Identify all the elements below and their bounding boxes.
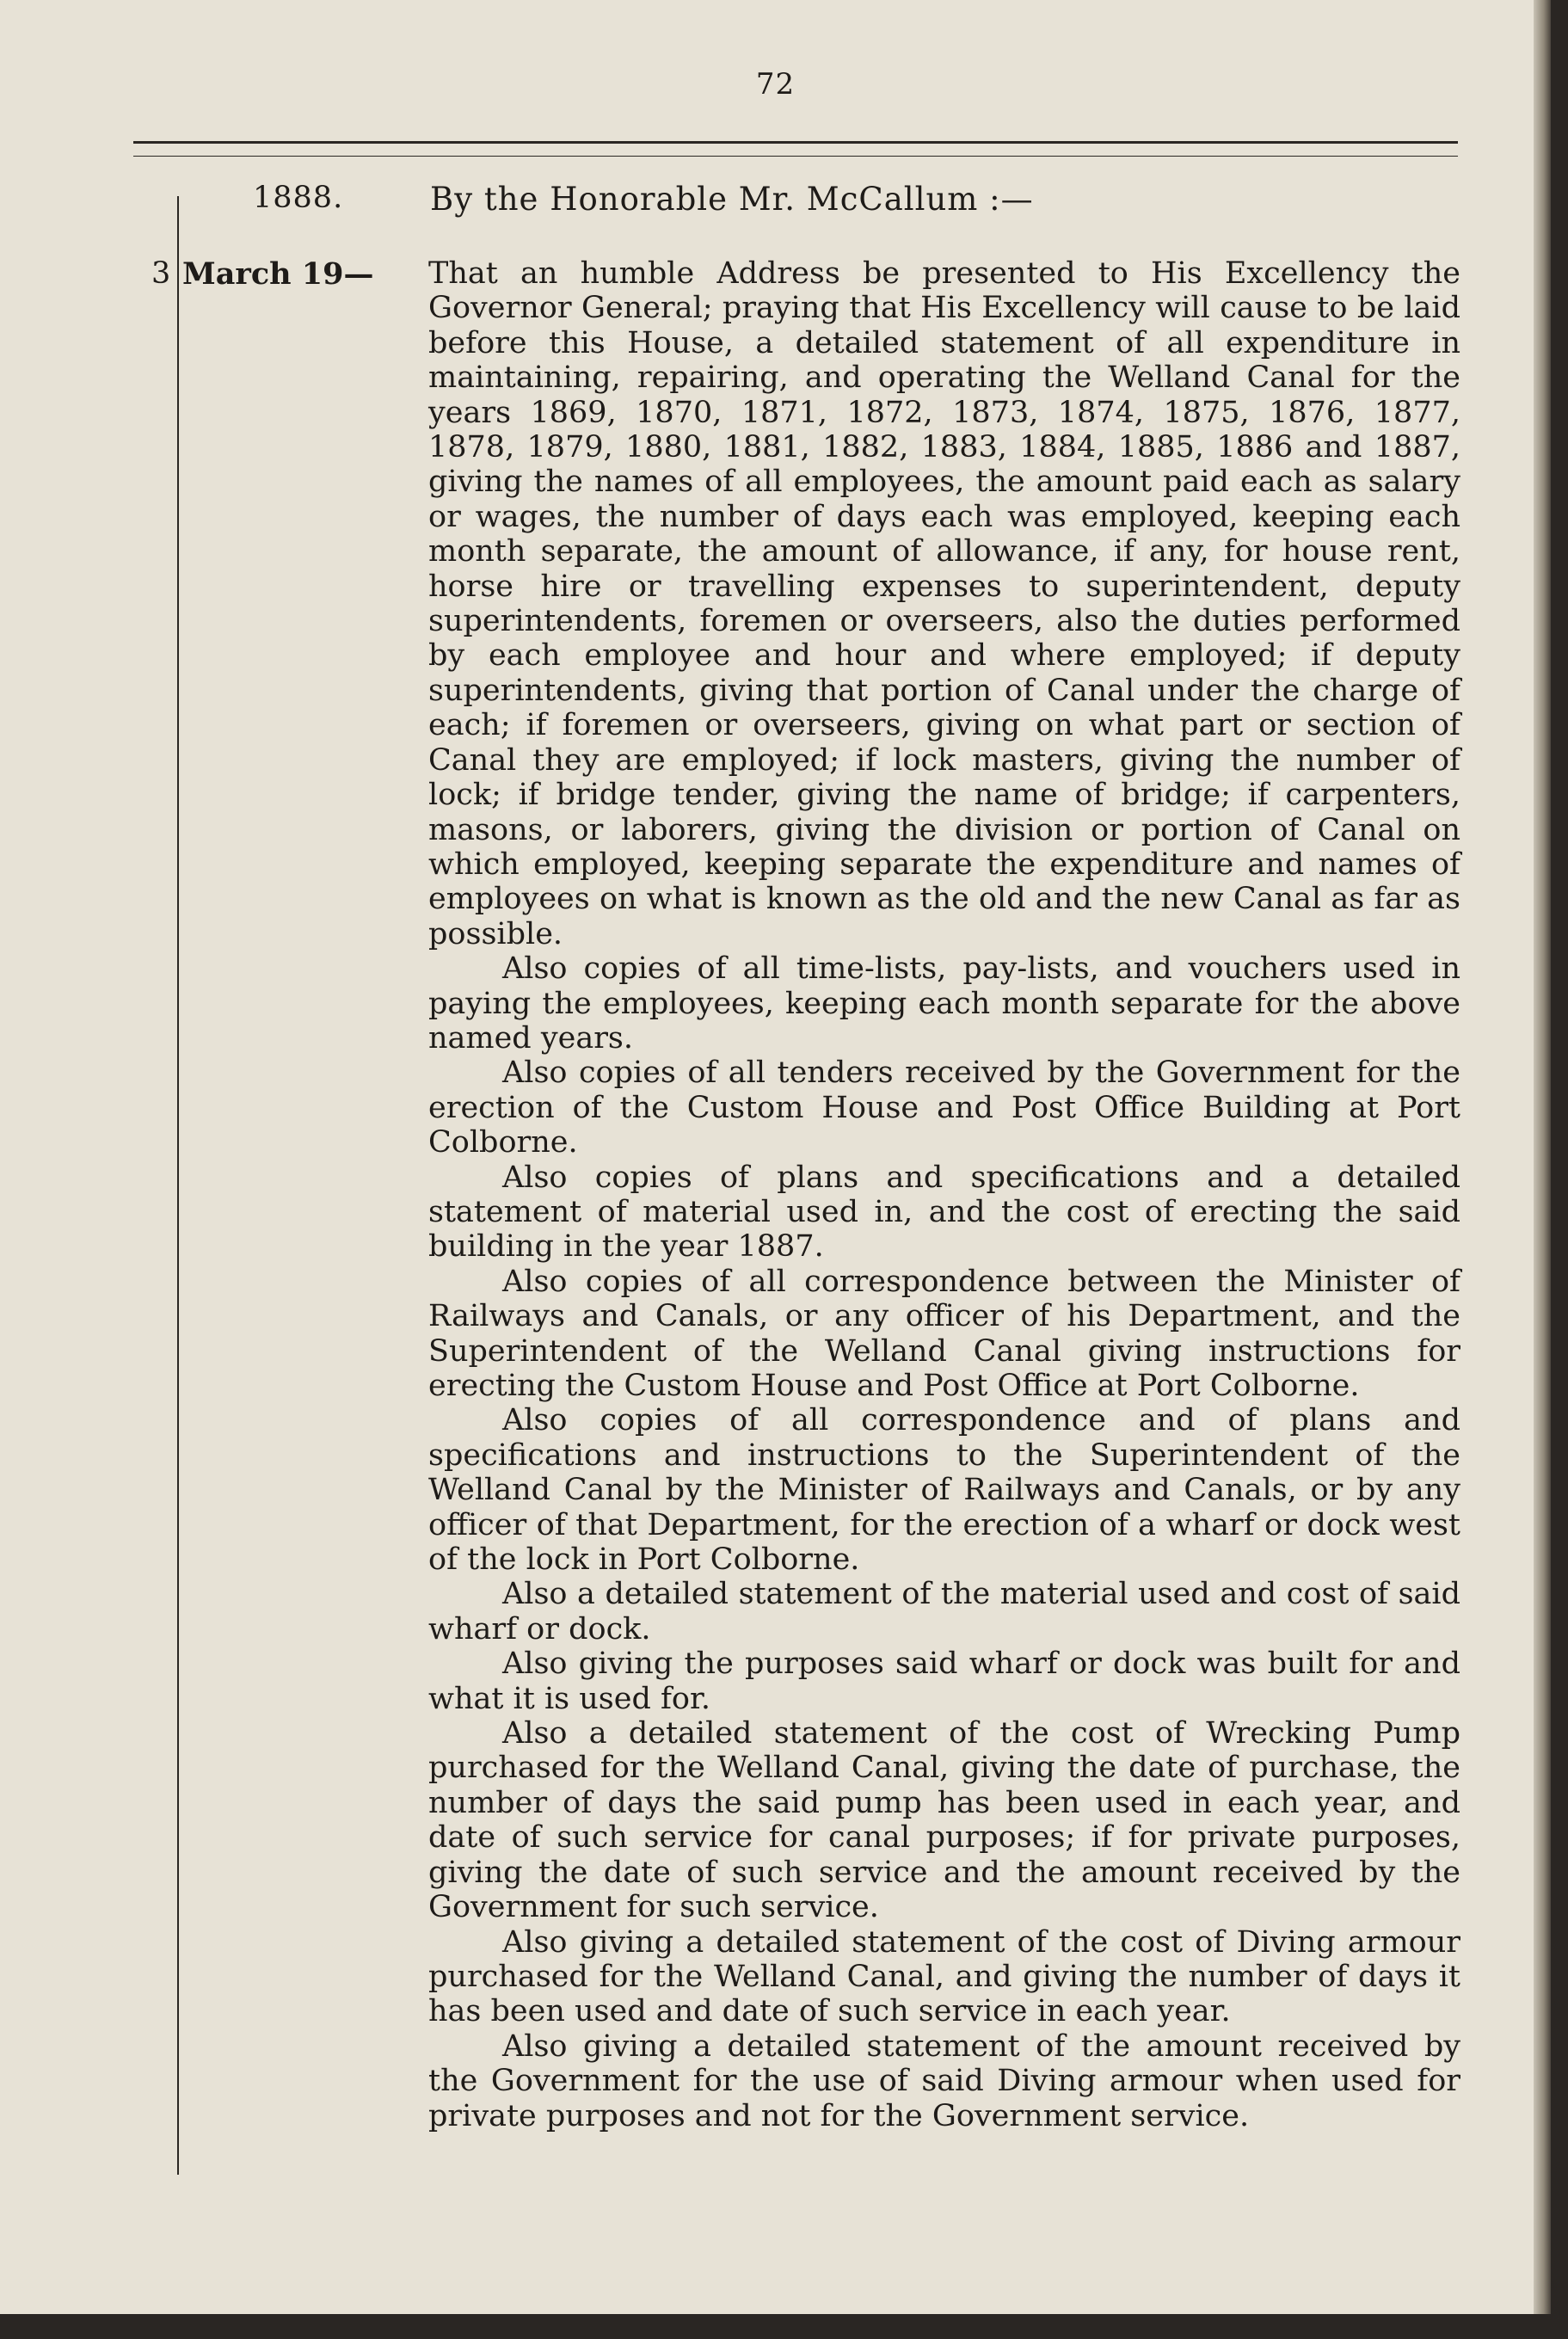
motion-paragraph: Also copies of all correspondence between the Minister of Railways and Canals, or any officer of his Department, and the Superintendent of the Welland Canal giving instructions for erecting the Custom House and Post Office at Port Colborne. (428, 1264, 1460, 1403)
motion-date: March 19— (182, 256, 374, 292)
motion-paragraph: Also a detailed statement of the cost of Wrecking Pump purchased for the Welland Canal, giving the date of purchase, the number of days the said pump has been used in each year, and date of such service for canal purposes; if for private purposes, giving the date of such service and the amount received by the Government for such service. (428, 1716, 1460, 1925)
header-rule (133, 141, 1458, 157)
margin-line (177, 196, 179, 2175)
page-number: 72 (755, 67, 796, 102)
motion-paragraph: That an humble Address be presented to His Excellency the Governor General; praying that His Excellency will cause to be laid before this House, a detailed statement of all expenditure in maintaining, repairing, and operating the Welland Canal for the years 1869, 1870, 1871, 1872, 1873, 1874, 1875, 1876, 1877, 1878, 1879, 1880, 1881, 1882, 1883, 1884, 1885, 1886 and 1887, giving the names of all employees, the amount paid each as salary or wages, the number of days each was employed, keeping each month separate, the amount of allowance, if any, for house rent, horse hire or travelling expenses to superintendent, deputy superintendents, foremen or overseers, also the duties performed by each employee and hour and where employed; if deputy superintendents, giving that portion of Canal under the charge of each; if foremen or overseers, giving on what part or section of Canal they are employed; if lock masters, giving the number of lock; if bridge tender, giving the name of bridge; if carpenters, masons, or laborers, giving the division or portion of Canal on which employed, keeping separate the expenditure and names of employees on what is known as the old and the new Canal as far as possible. (428, 256, 1460, 951)
binding-edge (1534, 0, 1551, 2314)
motion-paragraph: Also giving a detailed statement of the amount received by the Government for the use of said Diving armour when used for private purposes and not for the Government service. (428, 2028, 1460, 2133)
mover-heading: By the Honorable Mr. McCallum :— (430, 181, 1034, 218)
motion-paragraph: Also giving a detailed statement of the cost of Diving armour purchased for the Welland Canal, and giving the number of days it has been used and date of such service in each year. (428, 1924, 1460, 2029)
motion-paragraph: Also copies of all tenders received by the Government for the erection of the Custom House and Post Office Building at Port Colborne. (428, 1056, 1460, 1160)
motion-paragraph: Also copies of all correspondence and of plans and specifications and instructions to the Superintendent of the Welland Canal by the Minister of Railways and Canals, or by any officer of that Department, for the erection of a wharf or dock west of the lock in Port Colborne. (428, 1403, 1460, 1578)
motion-text (428, 256, 1460, 2133)
motion-paragraph: Also giving the purposes said wharf or dock was built for and what it is used for. (428, 1647, 1460, 1716)
session-year: 1888. (253, 181, 344, 215)
motion-paragraph: Also copies of plans and specifications and a detailed statement of material used in, and the cost of erecting the said building in the year 1887. (428, 1160, 1460, 1265)
item-number: 3 (151, 256, 171, 291)
motion-paragraph: Also copies of all time-lists, pay-lists, and vouchers used in paying the employees, keeping each month separate for the above named years. (428, 951, 1460, 1056)
motion-paragraph: Also a detailed statement of the material used and cost of said wharf or dock. (428, 1577, 1460, 1647)
